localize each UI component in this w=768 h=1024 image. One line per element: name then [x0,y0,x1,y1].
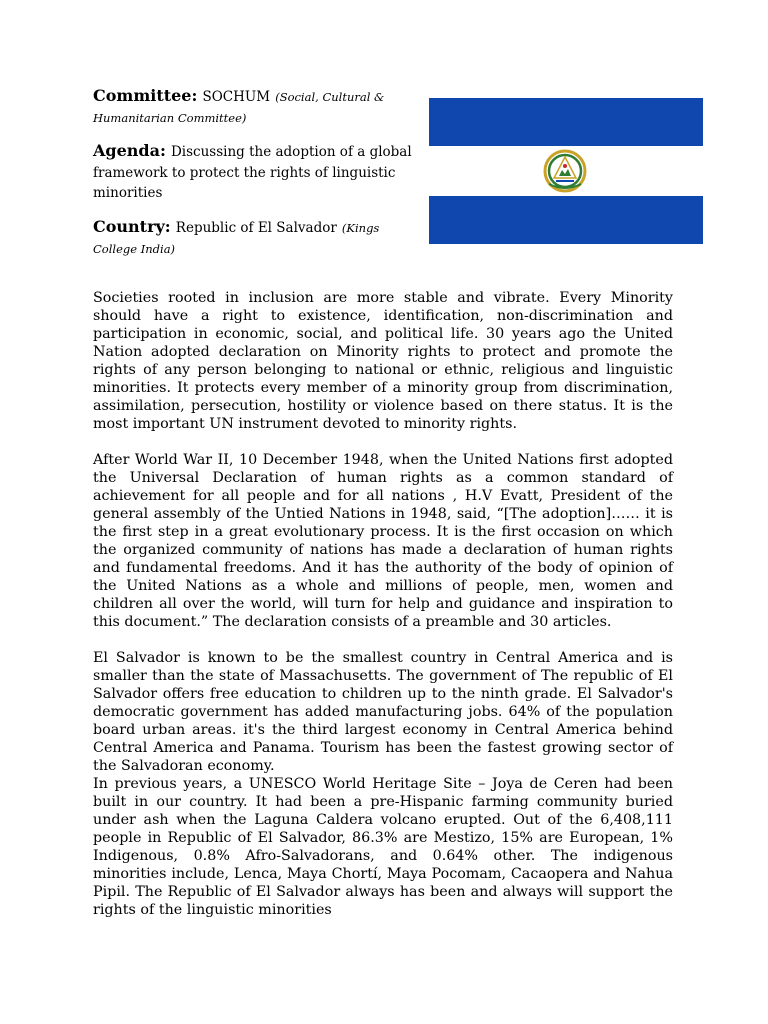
paragraph-udhr: After World War II, 10 December 1948, when the United Nations first adopted the Universal Declaration of human rights as a common standard of achievement for all people and for all nations , H.V Evatt, President of the general assembly of the Untied Nations in 1948, said, “[The adoption]…… it is the first step in a great evolutionary process. It is the first occasion on which the organized community of nations has made a declaration of human rights and fundamental freedoms. And it has the authority of the body of opinion of the United Nations as a whole and millions of people, men, women and children all over the world, will turn for help and guidance and inspiration to this document.” The declaration consists of a preamble and 30 articles. [93,452,673,630]
committee-field [93,86,413,128]
document-header [93,86,413,259]
agenda-field [93,141,413,203]
coat-of-arms-icon [541,148,589,194]
el-salvador-flag [429,98,703,244]
committee-label: Committee: [93,86,198,105]
agenda-value: Discussing the adoption of a global framework to protect the rights of linguistic minorities [93,144,412,201]
country-label: Country: [93,216,171,236]
paragraph-el-salvador: El Salvador is known to be the smallest country in Central America and is smaller than the state of Massachusetts. The government of The republic of El Salvador offers free education to children up to the ninth grade. El Salvador's democratic government has added manufacturing jobs. 64% of the population board urban areas. it's the third largest economy in Central America behind Central America and Panama. Tourism has been the fastest growing sector of the Salvadoran economy. [93,650,673,774]
paragraph-minority-rights: Societies rooted in inclusion are more stable and vibrate. Every Minority should have a right to existence, identification, non-discrimination and participation in economic, social, and political life. 30 years ago the United Nation adopted declaration on Minority rights to protect and promote the rights of any person belonging to national or ethnic, religious and linguistic minorities. It protects every member of a minority group from discrimination, assimilation, persecution, hostility or violence based on there status. It is the most important UN instrument devoted to minority rights. [93,290,673,432]
flag-bottom-stripe [429,196,703,244]
paragraph-heritage: In previous years, a UNESCO World Heritage Site – Joya de Ceren had been built in our country. It had been a pre-Hispanic farming community buried under ash when the Laguna Caldera volcano erupted. Out of the 6,408,111 people in Republic of El Salvador, 86.3% are Mestizo, 15% are European, 1% Indigenous, 0.8% Afro-Salvadorans, and 0.64% other. The indigenous minorities include, Lenca, Maya Chortí, Maya Pocomam, Cacaopera and Nahua Pipil. The Republic of El Salvador always has been and always will support the rights of the linguistic minorities [93,776,673,918]
agenda-label: Agenda: [93,141,166,160]
flag-top-stripe [429,98,703,146]
committee-value: SOCHUM [202,89,271,105]
country-value: Republic of El Salvador [175,219,337,236]
document-body [93,289,673,919]
country-field [93,217,413,259]
committee-full-name: (Social, Cultural & Humanitarian Committee) [93,90,385,125]
country-school: (Kings College India) [93,220,380,256]
